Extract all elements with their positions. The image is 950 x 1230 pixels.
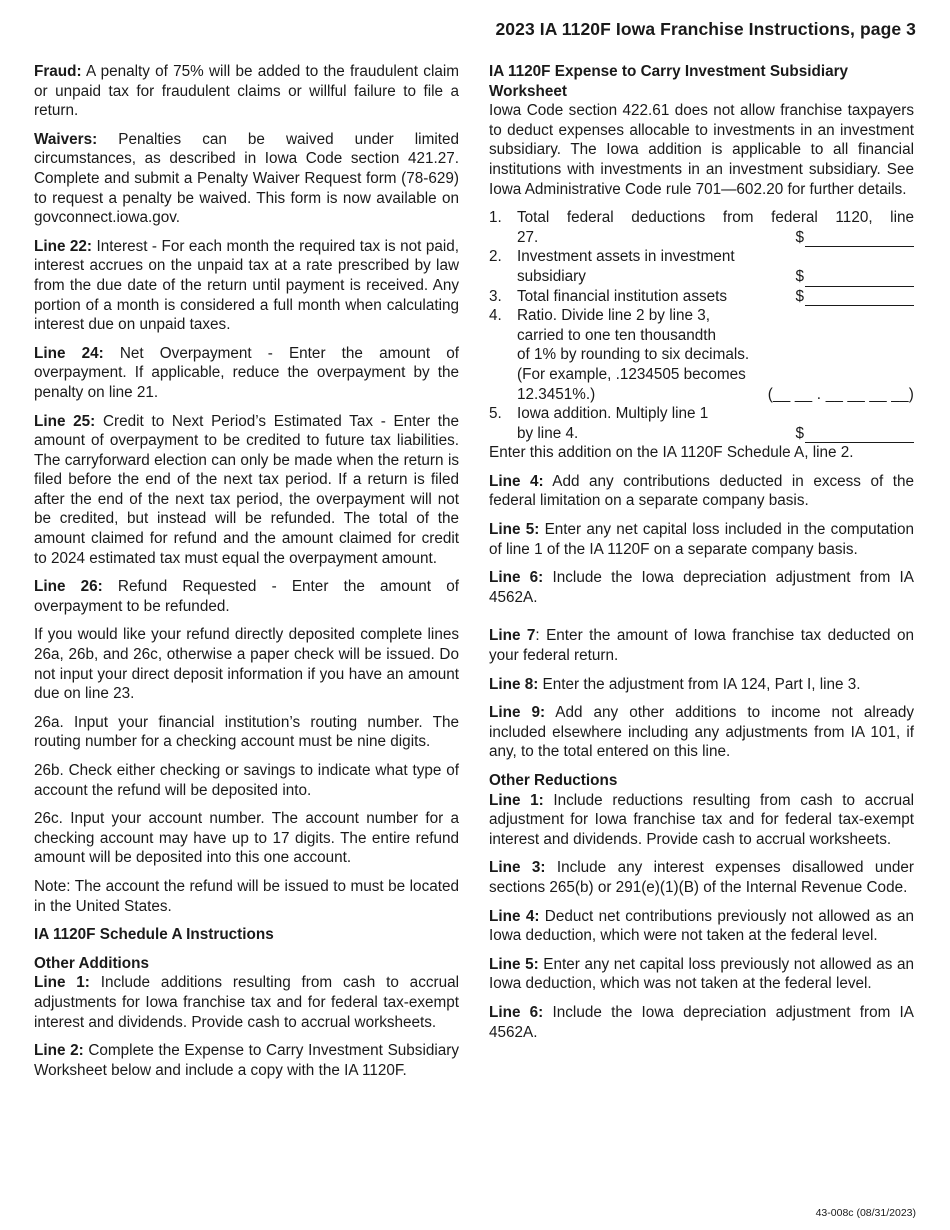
schedule-a-title: IA 1120F Schedule A Instructions [34,926,274,944]
worksheet-item-text: 27. [517,228,539,246]
dollar-sign: $ [795,228,804,246]
worksheet-item-5 [489,404,914,443]
worksheet-item-text: 12.3451%.) [517,385,596,403]
form-code: 43-008c (08/31/2023) [815,1207,916,1219]
worksheet-item-text: Iowa addition. Multiply line 1 [517,405,709,423]
right-column [489,62,914,1051]
line26-label: Line 26: [34,578,103,596]
reductions-line5-label: Line 5: [489,955,539,973]
reductions-line6-text: Include the Iowa depreciation adjustment from IA 4562A. [489,1003,914,1041]
reductions-line3-label: Line 3: [489,859,546,877]
line26c-paragraph: 26c. Input your account number. The account number for a checking account may have up to 17 digits. The entire refund amount will be deposited into this one account. [34,810,459,867]
additions-line2-paragraph [34,1041,459,1080]
dollar-sign: $ [795,287,804,305]
worksheet-item-number: 4. [489,307,502,325]
worksheet-item-text: (For example, .1234505 becomes [517,365,746,383]
sched-line9-text: Add any other additions to income not already included elsewhere including any adjustments from IA 101, if any, to the total entered on this line. [489,704,915,761]
worksheet-item-number: 1. [489,209,502,227]
left-column [34,62,459,1089]
sched-line7-label: Line 7 [489,627,536,645]
reductions-line6-label: Line 6: [489,1003,544,1021]
waivers-text: Penalties can be waived under limited circumstances, as described in Iowa Code section 421.27. Complete and submit a Penalty Waiver Request form (78-629) to request a penalty be waived. This form is now available on govconnect.iowa.gov. [34,130,459,227]
line25-paragraph [34,412,459,569]
worksheet-item-number: 2. [489,248,502,266]
sched-line9-paragraph [489,703,914,762]
sched-line5-label: Line 5: [489,521,540,539]
waivers-label: Waivers: [34,130,98,148]
worksheet-enter-note: Enter this addition on the IA 1120F Schedule A, line 2. [489,444,854,462]
worksheet-item-4 [489,306,914,404]
line26a-paragraph: 26a. Input your financial institution’s routing number. The routing number for a checking account must be nine digits. [34,713,459,751]
worksheet-item-text: carried to one ten thousandth [517,326,717,344]
sched-line6-text: Include the Iowa depreciation adjustment from IA 4562A. [489,569,914,606]
reductions-line1-paragraph [489,791,914,850]
worksheet-item-text: Total financial institution assets [517,287,728,305]
worksheet-title: IA 1120F Expense to Carry Investment Subsidiary Worksheet [489,63,849,100]
fraud-label: Fraud: [34,63,82,80]
line26b-paragraph: 26b. Check either checking or savings to indicate what type of account the refund will be deposited into. [34,762,459,799]
worksheet-item-1 [489,208,914,247]
other-reductions-heading: Other Reductions [489,772,618,789]
sched-line8-label: Line 8: [489,675,539,693]
worksheet-item-text: by line 4. [517,424,579,442]
worksheet-item-text: subsidiary [517,267,586,285]
worksheet-item-text: Total federal deductions from federal 1120, line [517,209,914,227]
line24-paragraph [34,344,459,403]
line26-paragraph [34,577,459,616]
sched-line5-text: Enter any net capital loss included in the computation of line 1 of the IA 1120F on a separate company basis. [489,521,915,558]
worksheet-item-3 [489,287,914,307]
worksheet-item-number: 3. [489,287,502,305]
worksheet-list [489,208,914,443]
sched-line5-paragraph [489,520,914,559]
sched-line8-paragraph [489,675,914,695]
amount-line-3[interactable] [805,289,914,306]
additions-line1-text: Include additions resulting from cash to accrual adjustments for Iowa franchise tax and for federal tax-exempt interest and dividends. Provide cash to accrual worksheets. [34,974,459,1031]
amount-line-5[interactable] [805,426,914,443]
amount-line-1[interactable] [805,230,914,247]
dollar-sign: $ [795,424,804,442]
sched-line9-label: Line 9: [489,704,546,722]
sched-line7-text: : Enter the amount of Iowa franchise tax deducted on your federal return. [489,627,914,665]
worksheet-item-2 [489,247,914,286]
sched-line7-paragraph [489,626,914,665]
worksheet-item-number: 5. [489,405,502,423]
sched-line8-text: Enter the adjustment from IA 124, Part I, line 3. [538,675,861,693]
line24-text: Net Overpayment - Enter the amount of overpayment. If applicable, reduce the overpayment by the penalty on line 21. [34,344,459,401]
worksheet-intro: Iowa Code section 422.61 does not allow franchise taxpayers to deduct expenses allocable to investments in an investment subsidiary. The Iowa addition is applicable to all financial institutions with investments in an investment subsidiary. See Iowa Administrative Code rule 701—602.20 for further details. [489,102,914,198]
worksheet-item-text: of 1% by rounding to six decimals. [517,346,750,364]
reductions-line1-text: Include reductions resulting from cash to accrual adjustment for Iowa franchise tax and for federal tax-exempt interest and dividends. Provide cash to accrual worksheets. [489,791,914,848]
reductions-line3-text: Include any interest expenses disallowed under sections 265(b) or 291(e)(1)(B) of the Internal Revenue Code. [489,859,915,896]
reductions-line6-paragraph [489,1003,914,1042]
reductions-line4-paragraph [489,907,914,946]
reductions-line4-text: Deduct net contributions previously not allowed as an Iowa deduction, which were not taken at the federal level. [489,907,915,945]
additions-line2-text: Complete the Expense to Carry Investment Subsidiary Worksheet below and include a copy with the IA 1120F. [34,1042,460,1079]
additions-line2-label: Line 2: [34,1042,84,1060]
page-title: 2023 IA 1120F Iowa Franchise Instructions, page 3 [495,19,916,39]
line24-label: Line 24: [34,344,104,362]
reductions-line5-text: Enter any net capital loss previously not allowed as an Iowa deduction, which was not taken at the federal level. [489,955,914,993]
worksheet-item-text: Investment assets in investment [517,248,735,266]
reductions-line1-label: Line 1: [489,791,544,809]
note-paragraph: Note: The account the refund will be issued to must be located in the United States. [34,877,459,915]
line25-label: Line 25: [34,412,96,430]
direct-deposit-paragraph: If you would like your refund directly deposited complete lines 26a, 26b, and 26c, otherwise a paper check will be issued. Do not input your direct deposit information if you have an amount due on line 23. [34,626,459,703]
ratio-blank[interactable]: (__ __ . __ __ __ __) [767,385,914,403]
line22-text: Interest - For each month the required tax is not paid, interest accrues on the unpaid tax at a rate prescribed by law from the due date of the return until payment is received. Any portion of a month is considered a full month when calculating interest due on unpaid taxes. [34,237,460,334]
fraud-paragraph [34,62,459,121]
line26-text: Refund Requested - Enter the amount of overpayment to be refunded. [34,578,459,615]
additions-line1-label: Line 1: [34,974,90,992]
dollar-sign: $ [795,267,804,285]
line22-paragraph [34,237,459,335]
reductions-line3-paragraph [489,858,914,897]
line25-text: Credit to Next Period’s Estimated Tax - Enter the amount of overpayment to be credited to future tax liabilities. The carryforward election can only be made when the return is filed before the end of the next tax period. If a return is filed after the end of the next tax period, the overpayment will not be credited, but instead will be refunded. The total of the amount claimed for refund and the amount claimed for credit to 2024 estimated tax must equal the overpayment amount. [34,412,460,567]
additions-line1-paragraph [34,973,459,1032]
waivers-paragraph [34,130,459,228]
amount-line-2[interactable] [805,270,914,287]
reductions-line4-label: Line 4: [489,907,540,925]
line22-label: Line 22: [34,237,93,255]
worksheet-item-text: Ratio. Divide line 2 by line 3, [517,307,711,325]
reductions-line5-paragraph [489,955,914,994]
fraud-text: A penalty of 75% will be added to the fraudulent claim or unpaid tax for fraudulent claims or willful failure to file a return. [34,63,459,120]
sched-line6-paragraph [489,568,914,607]
other-additions-heading: Other Additions [34,954,150,972]
sched-line4-paragraph [489,472,914,511]
sched-line4-text: Add any contributions deducted in excess of the federal limitation on a separate company basis. [489,472,915,510]
sched-line6-label: Line 6: [489,569,544,587]
sched-line4-label: Line 4: [489,472,544,490]
